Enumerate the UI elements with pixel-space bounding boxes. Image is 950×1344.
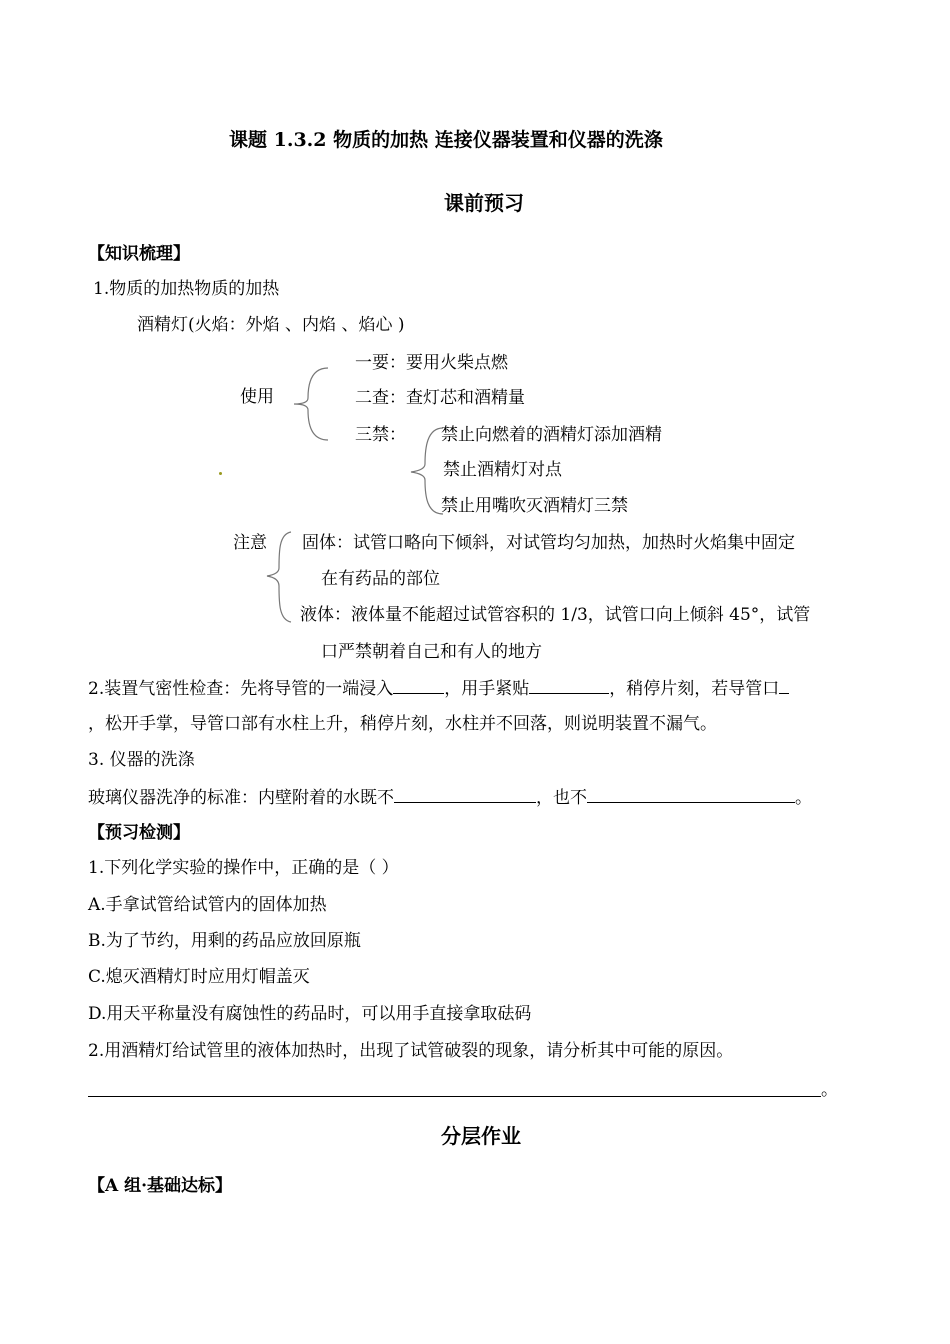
- item-1-heading: 1.物质的加热物质的加热: [93, 279, 280, 299]
- answer-line-q2[interactable]: [88, 1096, 821, 1097]
- note-liquid-line-1: 液体：液体量不能超过试管容积的 1/3，试管口向上倾斜 45°，试管: [300, 605, 811, 625]
- blank-wash-2[interactable]: [587, 786, 795, 803]
- forbid-item-1: 禁止向燃着的酒精灯添加酒精: [441, 425, 662, 445]
- blank-press[interactable]: [529, 677, 609, 694]
- blank-wash-1[interactable]: [394, 786, 536, 803]
- question-1-option-c: C.熄灭酒精灯时应用灯帽盖灭: [88, 967, 310, 987]
- forbid-item-2: 禁止酒精灯对点: [443, 460, 562, 480]
- stray-dot: [219, 472, 222, 475]
- item-2-text-a: 2.装置气密性检查：先将导管的一端浸入: [88, 679, 394, 699]
- note-label: 注意: [233, 533, 267, 553]
- item-2-text-b: ，用手紧贴: [444, 679, 530, 699]
- group-a-header: 【A 组·基础达标】: [88, 1176, 233, 1196]
- blank-observe[interactable]: [779, 677, 789, 694]
- wash-standard-line: [88, 786, 812, 809]
- use-item-1: 一要：要用火柴点燃: [355, 353, 508, 373]
- wash-text-b: ，也不: [536, 788, 587, 808]
- check-header: 【预习检测】: [88, 823, 190, 843]
- section-preview-heading: 课前预习: [444, 191, 524, 215]
- note-liquid-line-2: 口严禁朝着自己和有人的地方: [321, 642, 542, 662]
- forbid-brace: [405, 426, 445, 516]
- use-label: 使用: [240, 387, 274, 407]
- use-brace: [290, 366, 330, 442]
- question-1: 1.下列化学实验的操作中，正确的是（ ）: [88, 858, 399, 878]
- page-title: 课题 1.3.2 物质的加热 连接仪器装置和仪器的洗涤: [229, 129, 663, 151]
- note-solid-line-1: 固体：试管口略向下倾斜，对试管均匀加热，加热时火焰集中固定: [302, 533, 795, 553]
- note-brace: [265, 530, 295, 624]
- question-2: 2.用酒精灯给试管里的液体加热时，出现了试管破裂的现象，请分析其中可能的原因。: [88, 1041, 734, 1061]
- item-2-line-2: ，松开手掌，导管口部有水柱上升，稍停片刻，水柱并不回落，则说明装置不漏气。: [88, 714, 717, 734]
- question-1-option-a: A.手拿试管给试管内的固体加热: [88, 895, 327, 915]
- section-homework-heading: 分层作业: [441, 1124, 521, 1148]
- blank-immerse[interactable]: [393, 677, 444, 694]
- use-item-3: 三禁：: [355, 425, 406, 445]
- note-solid-line-2: 在有药品的部位: [321, 569, 440, 589]
- question-1-option-d: D.用天平称量没有腐蚀性的药品时，可以用手直接拿取砝码: [88, 1004, 532, 1024]
- item-2-line-1: [88, 677, 789, 700]
- item-3-heading: 3. 仪器的洗涤: [88, 750, 195, 770]
- question-1-option-b: B.为了节约，用剩的药品应放回原瓶: [88, 931, 361, 951]
- wash-text-a: 玻璃仪器洗净的标准：内壁附着的水既不: [88, 788, 394, 808]
- forbid-item-3: 禁止用嘴吹灭酒精灯三禁: [441, 496, 628, 516]
- use-item-2: 二查：查灯芯和酒精量: [355, 388, 525, 408]
- lamp-flame-line: 酒精灯(火焰：外焰 、内焰 、焰心 ): [137, 315, 405, 335]
- wash-text-c: 。: [795, 788, 812, 808]
- item-2-text-c: ，稍停片刻，若导管口: [609, 679, 780, 699]
- knowledge-header: 【知识梳理】: [88, 244, 190, 264]
- answer-line-end: 。: [821, 1080, 838, 1100]
